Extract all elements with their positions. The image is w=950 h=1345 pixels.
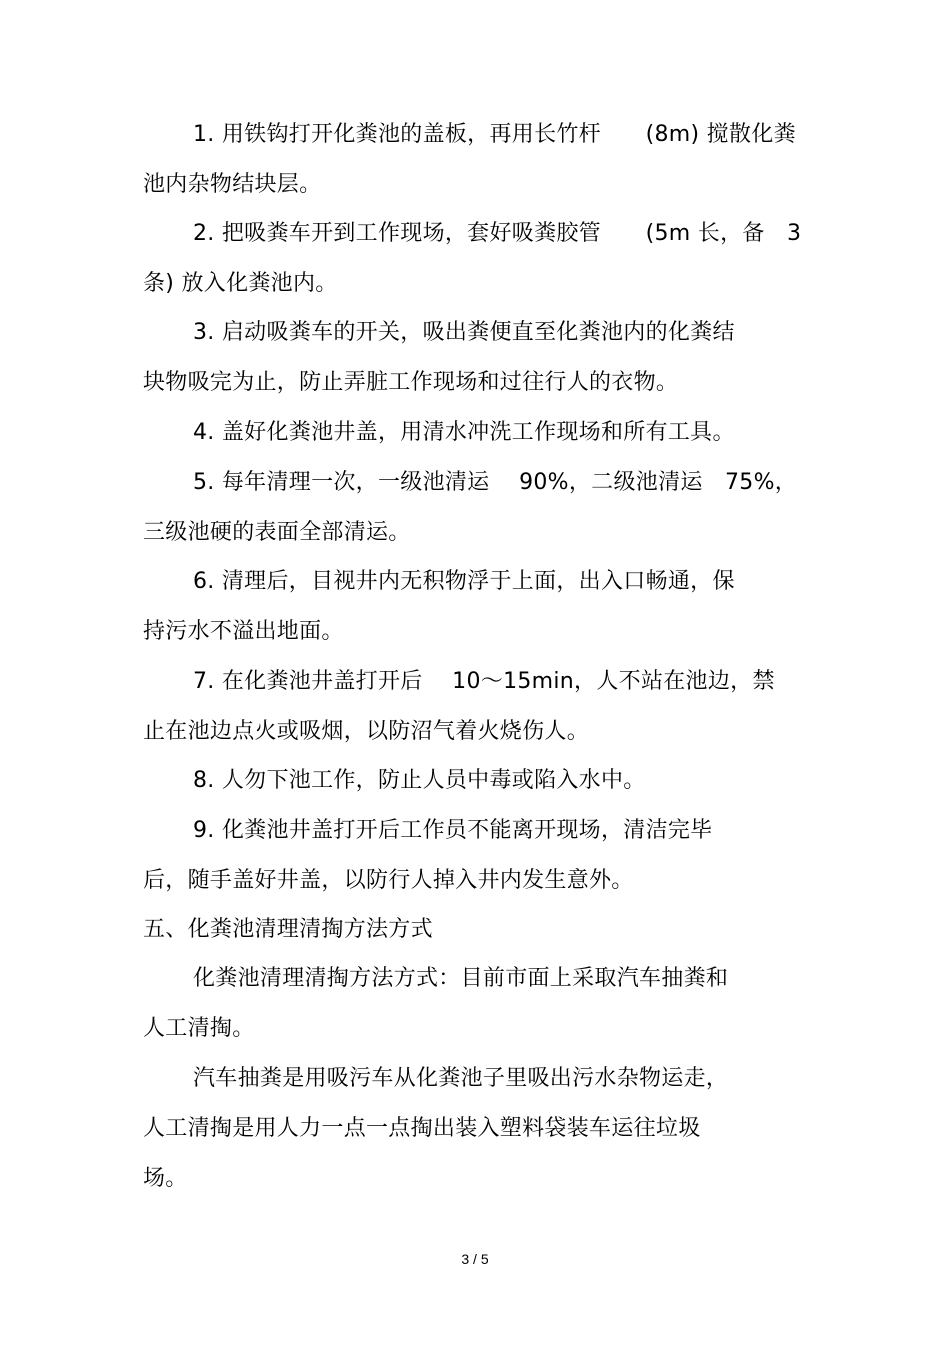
item-1-line-1: 1. 用铁钩打开化粪池的盖板，再用长竹杆 (8m) 搅散化粪	[193, 122, 796, 147]
item-4-line-1: 4. 盖好化粪池井盖，用清水冲洗工作现场和所有工具。	[193, 420, 735, 445]
section-heading: 五、化粪池清理清掏方法方式	[143, 917, 433, 942]
item-2-line-2: 条) 放入化粪池内。	[143, 271, 338, 296]
section-paragraph-2-line-2: 人工清掏是用人力一点一点掏出装入塑料袋装车运往垃圾	[143, 1116, 701, 1141]
item-3-line-2: 块物吸完为止，防止弄脏工作现场和过往行人的衣物。	[143, 370, 679, 395]
section-paragraph-1-line-2: 人工清掏。	[143, 1016, 255, 1041]
item-7-line-2: 止在池边点火或吸烟，以防沼气着火烧伤人。	[143, 719, 590, 744]
item-9-line-2: 后，随手盖好井盖，以防行人掉入井内发生意外。	[143, 868, 634, 893]
item-5-line-2: 三级池硬的表面全部清运。	[143, 520, 411, 545]
item-8-line-1: 8. 人勿下池工作，防止人员中毒或陷入水中。	[193, 768, 646, 793]
section-paragraph-2-line-3: 场。	[143, 1166, 188, 1191]
item-2-line-1: 2. 把吸粪车开到工作现场，套好吸粪胶管 (5m 长，备 3	[193, 221, 802, 246]
section-paragraph-2-line-1: 汽车抽粪是用吸污车从化粪池子里吸出污水杂物运走，	[193, 1066, 729, 1091]
page-number: 3 / 5	[461, 1251, 489, 1267]
item-6-line-2: 持污水不溢出地面。	[143, 619, 344, 644]
item-6-line-1: 6. 清理后，目视井内无积物浮于上面，出入口畅通，保	[193, 569, 735, 594]
item-5-line-1: 5. 每年清理一次，一级池清运 90%，二级池清运 75%，	[193, 470, 798, 495]
item-7-line-1: 7. 在化粪池井盖打开后 10～15min，人不站在池边，禁	[193, 669, 775, 694]
item-1-line-2: 池内杂物结块层。	[143, 172, 322, 197]
item-3-line-1: 3. 启动吸粪车的开关，吸出粪便直至化粪池内的化粪结	[193, 320, 735, 345]
section-paragraph-1-line-1: 化粪池清理清掏方法方式：目前市面上采取汽车抽粪和	[193, 966, 729, 991]
item-9-line-1: 9. 化粪池井盖打开后工作员不能离开现场，清洁完毕	[193, 818, 713, 843]
